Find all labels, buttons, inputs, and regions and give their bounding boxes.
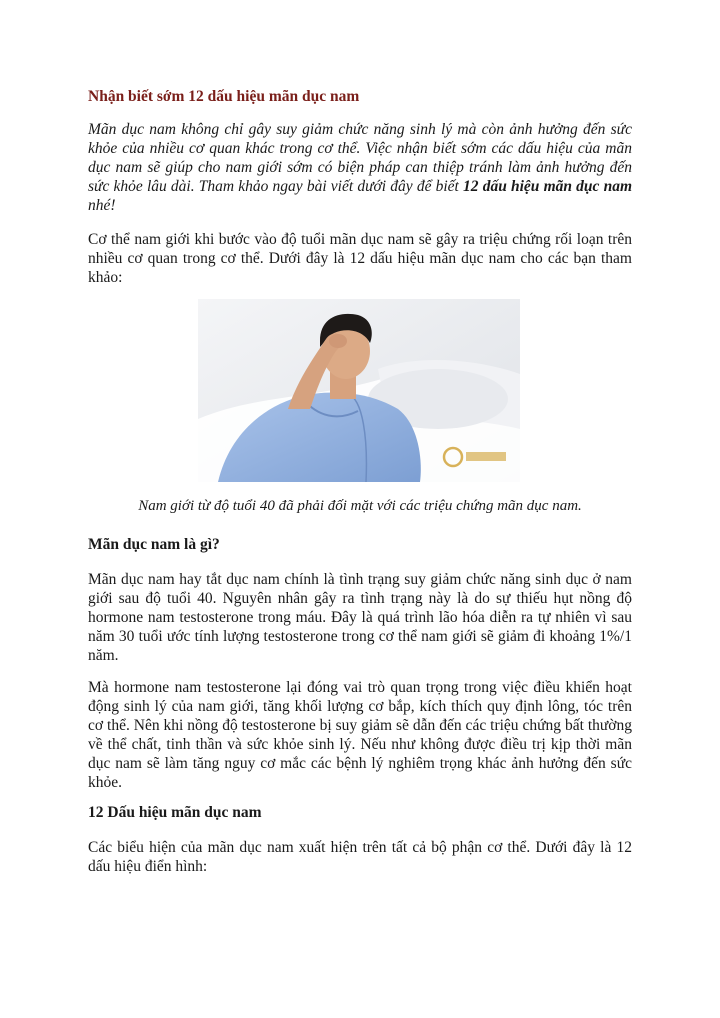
paragraph-3: Mà hormone nam testosterone lại đóng vai trò quan trọng trong việc điều khiển hoạt động sinh lý của nam giới, tăng khối lượng cơ bắp, kích thích quy định lông, tóc trên cơ thể. Nên khi nồng độ testosterone bị suy giảm sẽ dẫn đến các triệu chứng bất thường về thể chất, tinh thần và sức khỏe sinh lý. Nếu như không được điều trị kịp thời mãn dục nam sẽ làm tăng nguy cơ mắc các bệnh lý nghiêm trọng khác ảnh hưởng đến sức khỏe. [88, 679, 632, 791]
article-image [198, 299, 520, 482]
paragraph-2: Mãn dục nam hay tắt dục nam chính là tình trạng suy giảm chức năng sinh dục ở nam giới sau độ tuổi 40. Nguyên nhân gây ra tình trạng này là do sự thiếu hụt nồng độ hormone nam testosterone trong máu. Đây là quá trình lão hóa diễn ra tự nhiên vì sau năm 30 tuổi ước tính lượng testosterone trong cơ thể nam giới sẽ giảm đi khoảng 1%/1 năm. [88, 571, 632, 664]
man-resting-on-sofa-illustration [198, 299, 520, 482]
heading-what-is: Mãn dục nam là gì? [88, 536, 220, 553]
intro-end: nhé! [88, 197, 116, 214]
article-intro [88, 120, 632, 215]
paragraph-4: Các biểu hiện của mãn dục nam xuất hiện trên tất cả bộ phận cơ thể. Dưới đây là 12 dấu hiệu điển hình: [88, 839, 632, 875]
intro-keyword: 12 dấu hiệu mãn dục nam [463, 178, 632, 195]
intro-text: Mãn dục nam không chỉ gây suy giảm chức năng sinh lý mà còn ảnh hưởng đến sức khỏe của nhiều cơ quan khác trong cơ thể. Việc nhận biết sớm các dấu hiệu của mãn dục nam sẽ giúp cho nam giới sớm có biện pháp can thiệp tránh làm ảnh hưởng đến sức khỏe lâu dài. Tham khảo ngay bài viết dưới đây để biết [88, 121, 632, 195]
paragraph-1: Cơ thể nam giới khi bước vào độ tuổi mãn dục nam sẽ gây ra triệu chứng rối loạn trên nhiều cơ quan trong cơ thể. Dưới đây là 12 dấu hiệu mãn dục nam cho các bạn tham khảo: [88, 231, 632, 286]
heading-signs: 12 Dấu hiệu mãn dục nam [88, 804, 262, 821]
article-title: Nhận biết sớm 12 dấu hiệu mãn dục nam [88, 88, 360, 105]
image-caption: Nam giới từ độ tuổi 40 đã phải đối mặt với các triệu chứng mãn dục nam. [138, 498, 582, 514]
